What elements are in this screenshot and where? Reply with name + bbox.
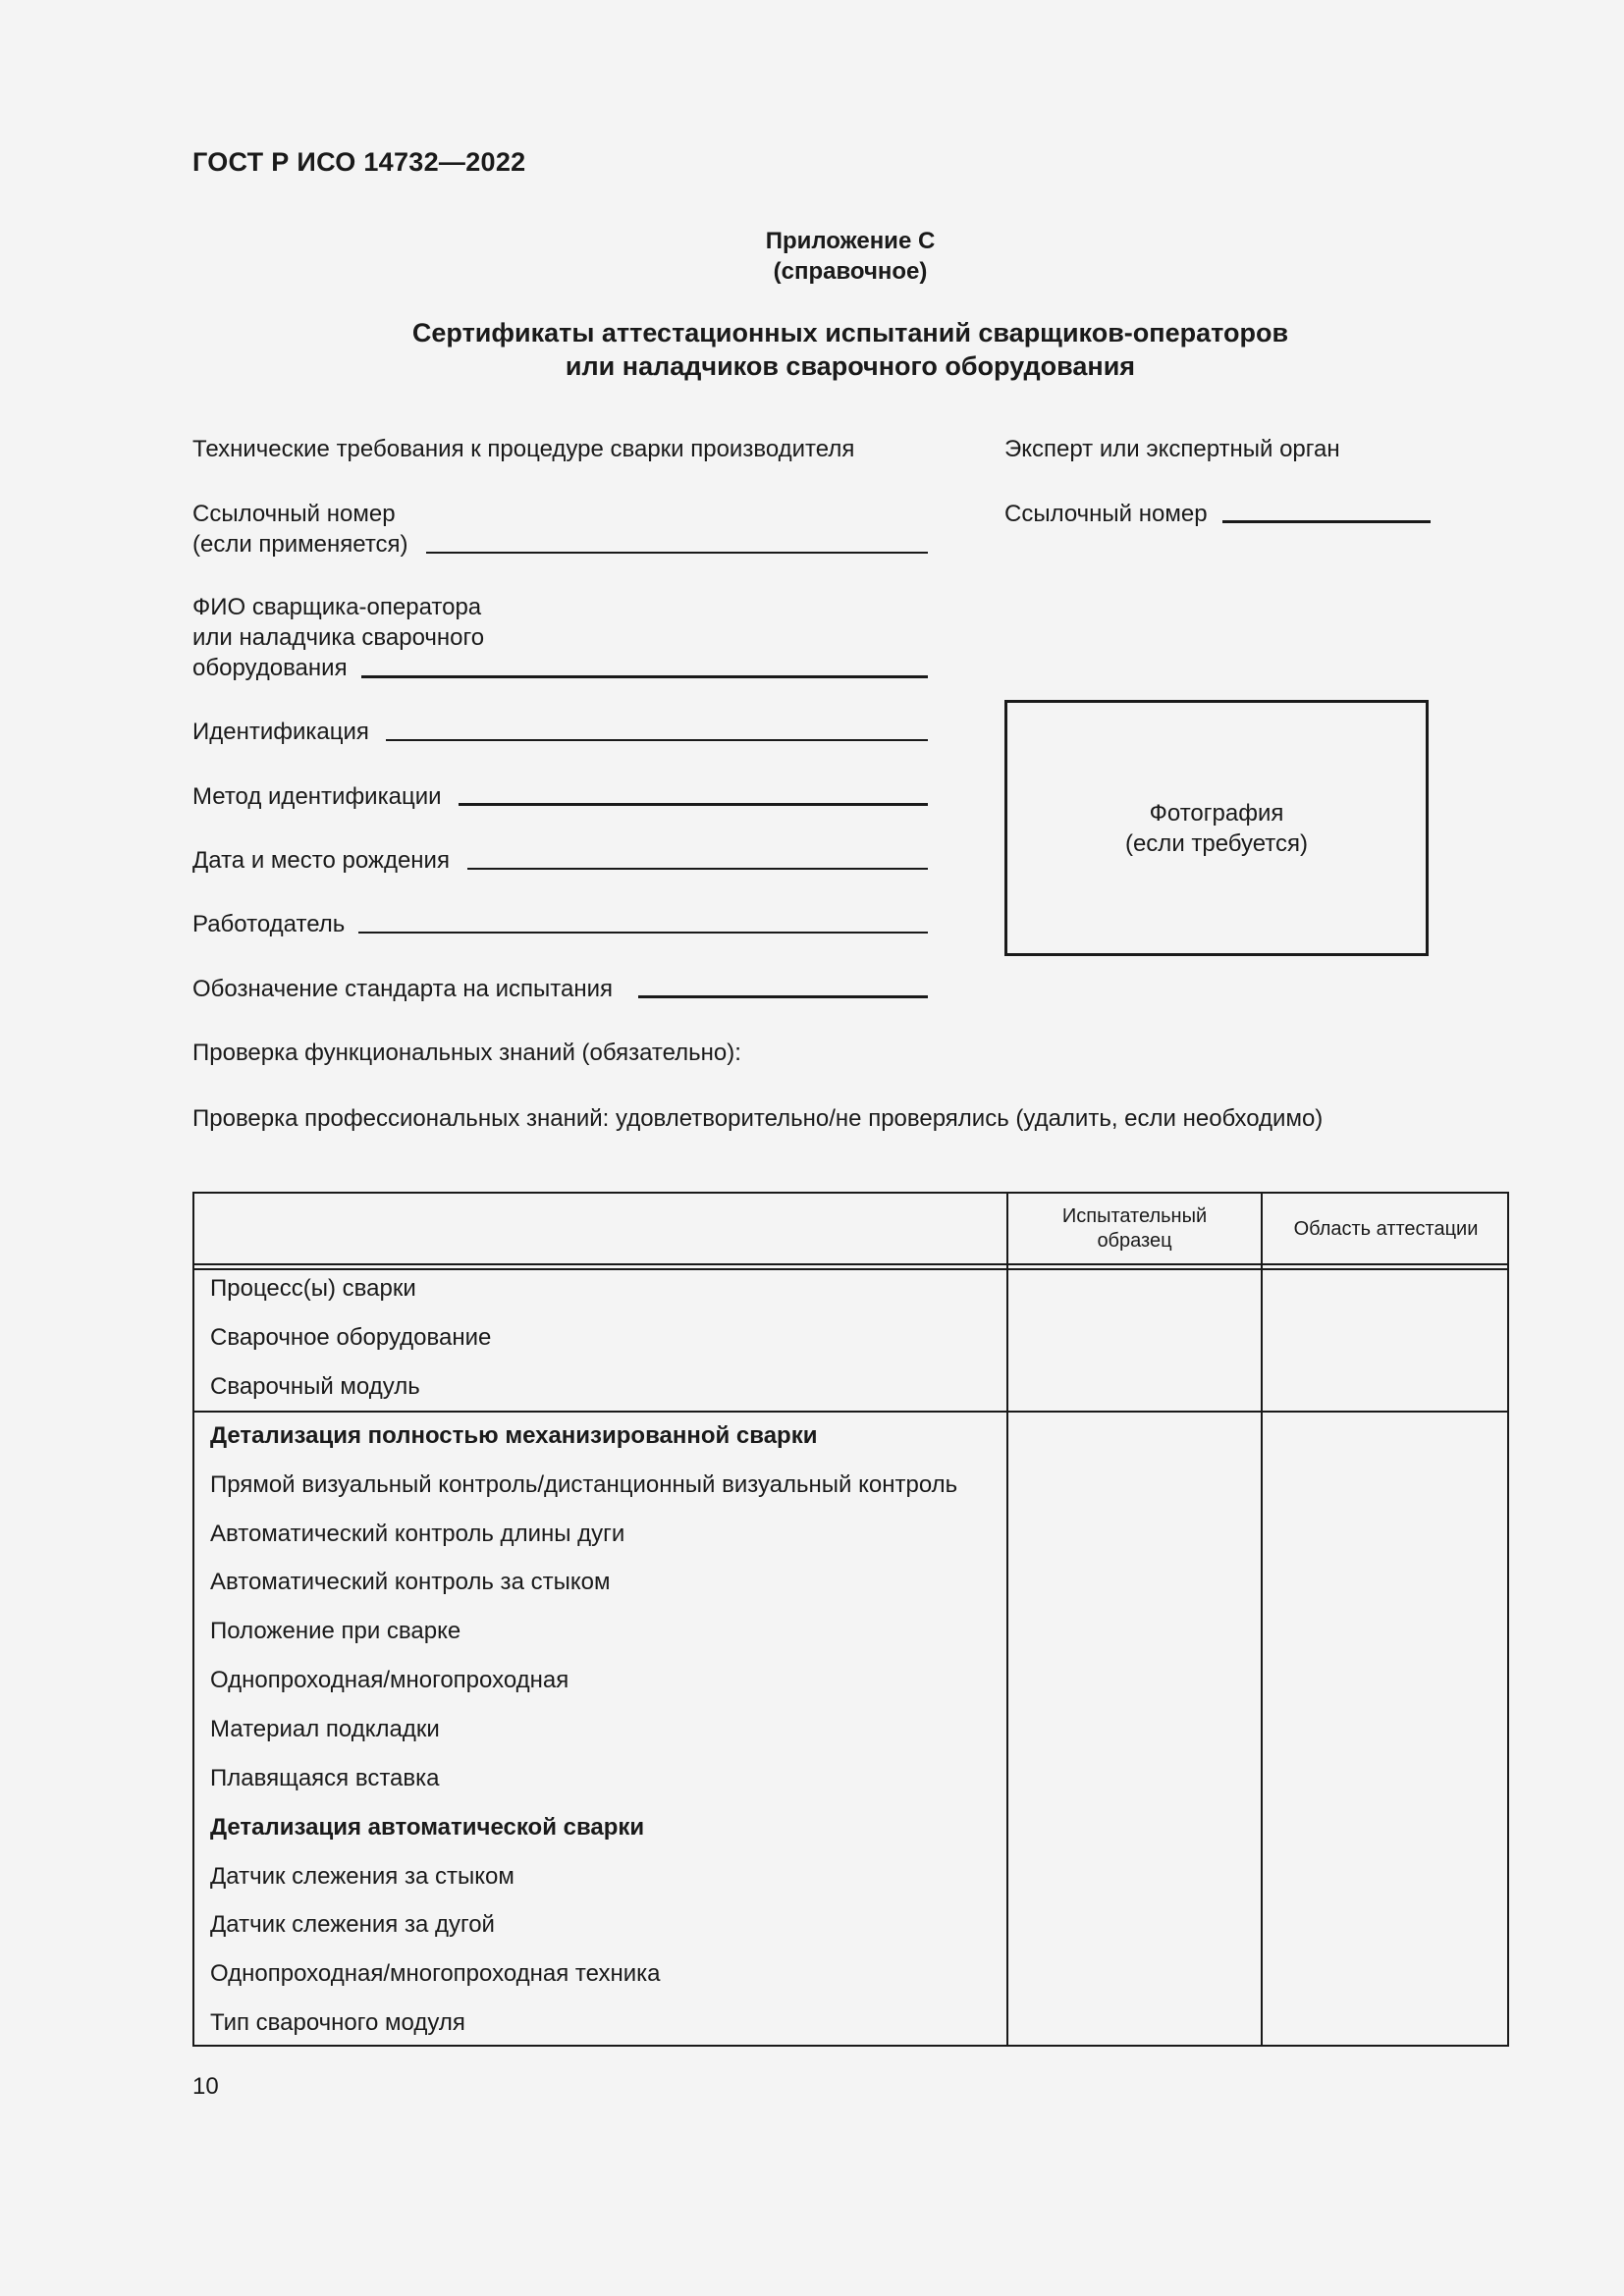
table-row-label: Датчик слежения за стыком [210, 1863, 514, 1890]
table-row-label: Датчик слежения за дугой [210, 1911, 495, 1938]
test-standard-field[interactable] [638, 995, 928, 998]
table-row-label: Тип сварочного модуля [210, 2009, 465, 2036]
appendix-title-line1: Приложение С [765, 228, 936, 254]
right-ref-number-label: Ссылочный номер [1004, 501, 1208, 527]
photo-label-line2: (если требуется) [1124, 829, 1309, 857]
page-number: 10 [192, 2073, 219, 2100]
table-col-divider-1 [1006, 1194, 1008, 2045]
birth-label: Дата и место рождения [192, 847, 450, 874]
table-row-label: Прямой визуальный контроль/дистанционный визуальный контроль [210, 1471, 958, 1498]
table-group-heading: Детализация автоматической сварки [210, 1814, 645, 1841]
table-row-label: Положение при сварке [210, 1618, 461, 1644]
table-row-label: Однопроходная/многопроходная [210, 1667, 569, 1693]
employer-label: Работодатель [192, 911, 346, 937]
test-piece-header-line2: образец [1097, 1230, 1172, 1252]
id-method-field[interactable] [459, 803, 928, 806]
ref-number-label-line1: Ссылочный номер [192, 501, 396, 527]
test-piece-header-line1: Испытательный [1061, 1205, 1208, 1227]
table-row-label: Сварочный модуль [210, 1373, 420, 1400]
header-double-line-bottom [194, 1268, 1507, 1270]
birth-field[interactable] [467, 868, 928, 870]
table-row-label: Автоматический контроль за стыком [210, 1569, 611, 1595]
table-col-divider-2 [1261, 1194, 1263, 2045]
appendix-title [192, 226, 1508, 287]
section-title-line2: или наладчиков сварочного оборудования [565, 351, 1136, 381]
ref-number-label-line2: (если применяется) [192, 531, 408, 558]
ref-number-field[interactable] [426, 552, 928, 554]
qualification-table [192, 1192, 1509, 2047]
qualification-range-header: Область аттестации [1293, 1217, 1479, 1240]
examiner-label: Эксперт или экспертный орган [1004, 436, 1340, 462]
id-method-label: Метод идентификации [192, 783, 442, 810]
appendix-title-line2: (справочное) [773, 258, 928, 285]
right-ref-number-field[interactable] [1222, 520, 1431, 523]
section-title [192, 316, 1508, 383]
table-row-label: Однопроходная/многопроходная техника [210, 1960, 661, 1987]
manufacturer-wps-label: Технические требования к процедуре сварки производителя [192, 436, 855, 462]
name-label-line3: оборудования [192, 655, 348, 681]
table-row-label: Процесс(ы) сварки [210, 1275, 416, 1302]
test-standard-label: Обозначение стандарта на испытания [192, 976, 613, 1002]
identification-label: Идентификация [192, 719, 369, 745]
group-divider [194, 1411, 1507, 1413]
table-row-label: Плавящаяся вставка [210, 1765, 440, 1791]
document-code: ГОСТ Р ИСО 14732—2022 [192, 147, 526, 177]
professional-knowledge-label: Проверка профессиональных знаний: удовлетворительно/не проверялись (удалить, если необходимо) [192, 1105, 1324, 1132]
identification-field[interactable] [386, 739, 928, 741]
name-label-line1: ФИО сварщика-оператора [192, 594, 482, 620]
photo-box[interactable] [1004, 700, 1429, 956]
table-row-label: Автоматический контроль длины дуги [210, 1521, 625, 1547]
table-row-label: Сварочное оборудование [210, 1324, 492, 1351]
photo-label-line1: Фотография [1149, 799, 1284, 827]
functional-knowledge-label: Проверка функциональных знаний (обязательно): [192, 1040, 741, 1066]
name-label-line2: или наладчика сварочного [192, 624, 485, 651]
table-row-label: Материал подкладки [210, 1716, 440, 1742]
test-piece-header [1008, 1194, 1261, 1264]
name-field[interactable] [361, 675, 928, 678]
employer-field[interactable] [358, 932, 928, 934]
section-title-line1: Сертификаты аттестационных испытаний сварщиков-операторов [411, 318, 1289, 347]
header-double-line-top [194, 1263, 1507, 1265]
table-group-heading: Детализация полностью механизированной сварки [210, 1422, 818, 1449]
